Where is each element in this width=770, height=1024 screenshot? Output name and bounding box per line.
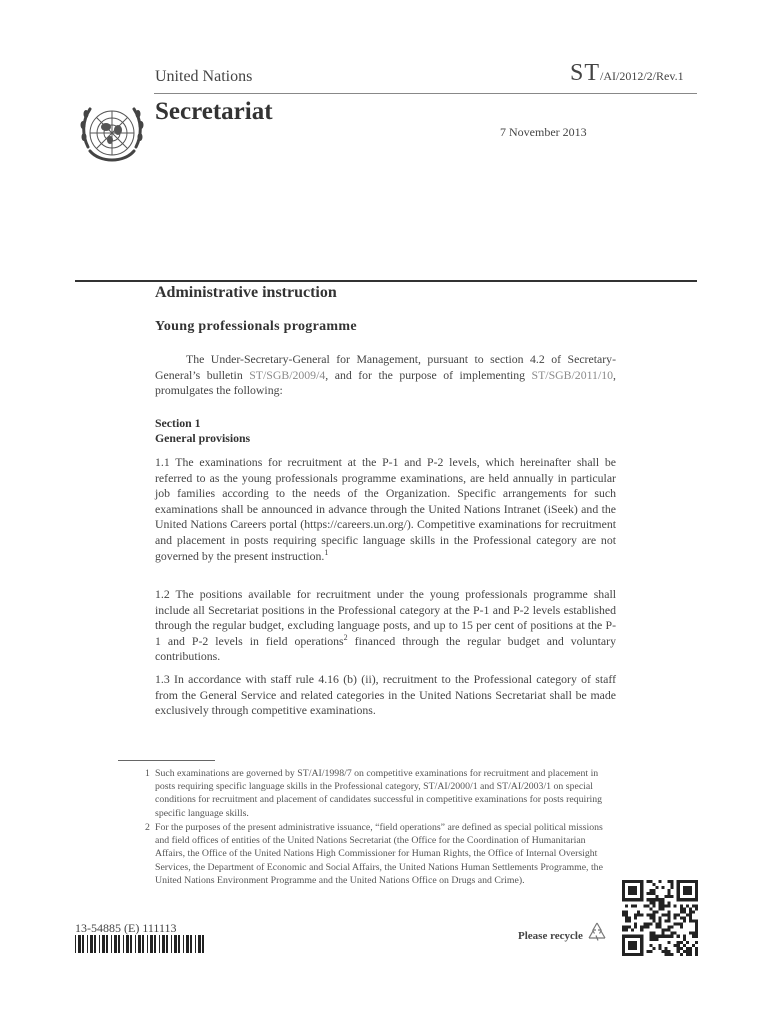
header-rule <box>154 93 697 94</box>
footnote-1-text: Such examinations are governed by ST/AI/1998/7 on competitive examinations for recruitment and placement in posts requiring specific language skills in the Professional category, ST/AI/2000/1 and ST/AI/2003/1 on special conditions for recruitment and placement of candidates successful in competitive examinations for posts requiring specific language skills. <box>155 768 602 819</box>
un-emblem-icon <box>74 97 150 173</box>
footnote-1-number: 1 <box>145 768 150 779</box>
document-symbol-main: ST <box>570 60 601 86</box>
paragraph-1-3: 1.3 In accordance with staff rule 4.16 (b) (ii), recruitment to the Professional category of staff from the General Service and related categories in the United Nations Secretariat shall be made exclusively through competitive examinations. <box>155 672 616 718</box>
recycle-icon <box>585 920 609 944</box>
paragraph-1-2-text: 1.2 The positions available for recruitment under the young professionals programme shall include all Secretariat positions in the Professional category at the P-1 and P-2 levels established through the regular budget, excluding language posts, and up to 15 per cent of positions at the P-1 and P-2 levels in field operations <box>155 587 616 648</box>
section-number: Section 1 <box>155 416 201 430</box>
intro-text-2: , and for the purpose of implementing <box>325 367 532 382</box>
barcode-icon <box>75 935 205 953</box>
paragraph-1-2-tail: financed through the regular budget and voluntary contributions. <box>155 633 616 664</box>
paragraph-1-1 <box>155 455 616 564</box>
footnote-2-text: For the purposes of the present administrative issuance, “field operations” are defined as special political missions and field offices of entities of the United Nations Secretariat (the Office for the Coordination of Humanitarian Affairs, the Office of the United Nations High Commissioner for Human Rights, the Office of Internal Oversight Services, the Department of Economic and Social Affairs, the United Nations Human Settlements Programme, the United Nations Environment Programme and the United Nations Office on Drugs and Crime). <box>155 822 603 886</box>
footnote-2-number: 2 <box>145 822 150 833</box>
document-symbol <box>570 60 684 87</box>
qr-code-icon <box>622 880 698 956</box>
footnote-2 <box>145 821 615 887</box>
footnote-1 <box>145 767 615 820</box>
organization-name: United Nations <box>155 68 253 85</box>
intro-paragraph <box>155 352 616 399</box>
link-st-sgb-2009-4[interactable]: ST/SGB/2009/4 <box>249 367 326 382</box>
paragraph-1-1-text: 1.1 The examinations for recruitment at the P-1 and P-2 levels, which hereinafter shall be referred to as the young professionals programme examinations, are held annually in particular job families according to the needs of the Organization. Specific arrangements for such examinations shall be announced in advance through the United Nations Intranet (iSeek) and the United Nations Careers portal (https://careers.un.org/). Competitive examinations for recruitment and placement in posts requiring specific language skills in the Professional category are not governed by the present instruction. <box>155 455 616 563</box>
document-title: Administrative instruction <box>155 284 337 301</box>
intro-text-1: The Under-Secretary-General for Management, pursuant to section 4.2 of Secretary-General’s bulletin <box>155 352 616 382</box>
recycle-label: Please recycle <box>518 930 583 942</box>
section-heading: General provisions <box>155 431 251 445</box>
job-number: 13-54885 (E) 111113 <box>75 921 177 935</box>
paragraph-1-2 <box>155 587 616 665</box>
footnote-ref-2[interactable]: 2 <box>343 632 348 642</box>
document-subtitle: Young professionals programme <box>155 319 357 334</box>
document-symbol-rest: /AI/2012/2/Rev.1 <box>600 69 684 83</box>
intro-text-3: , promulgates the following: <box>155 367 616 398</box>
footnote-separator <box>118 760 215 761</box>
link-st-sgb-2011-10[interactable]: ST/SGB/2011/10 <box>531 367 614 382</box>
footnote-ref-1[interactable]: 1 <box>324 547 329 557</box>
issue-date: 7 November 2013 <box>500 125 587 139</box>
secretariat-heading: Secretariat <box>155 98 273 125</box>
title-rule <box>75 280 697 282</box>
